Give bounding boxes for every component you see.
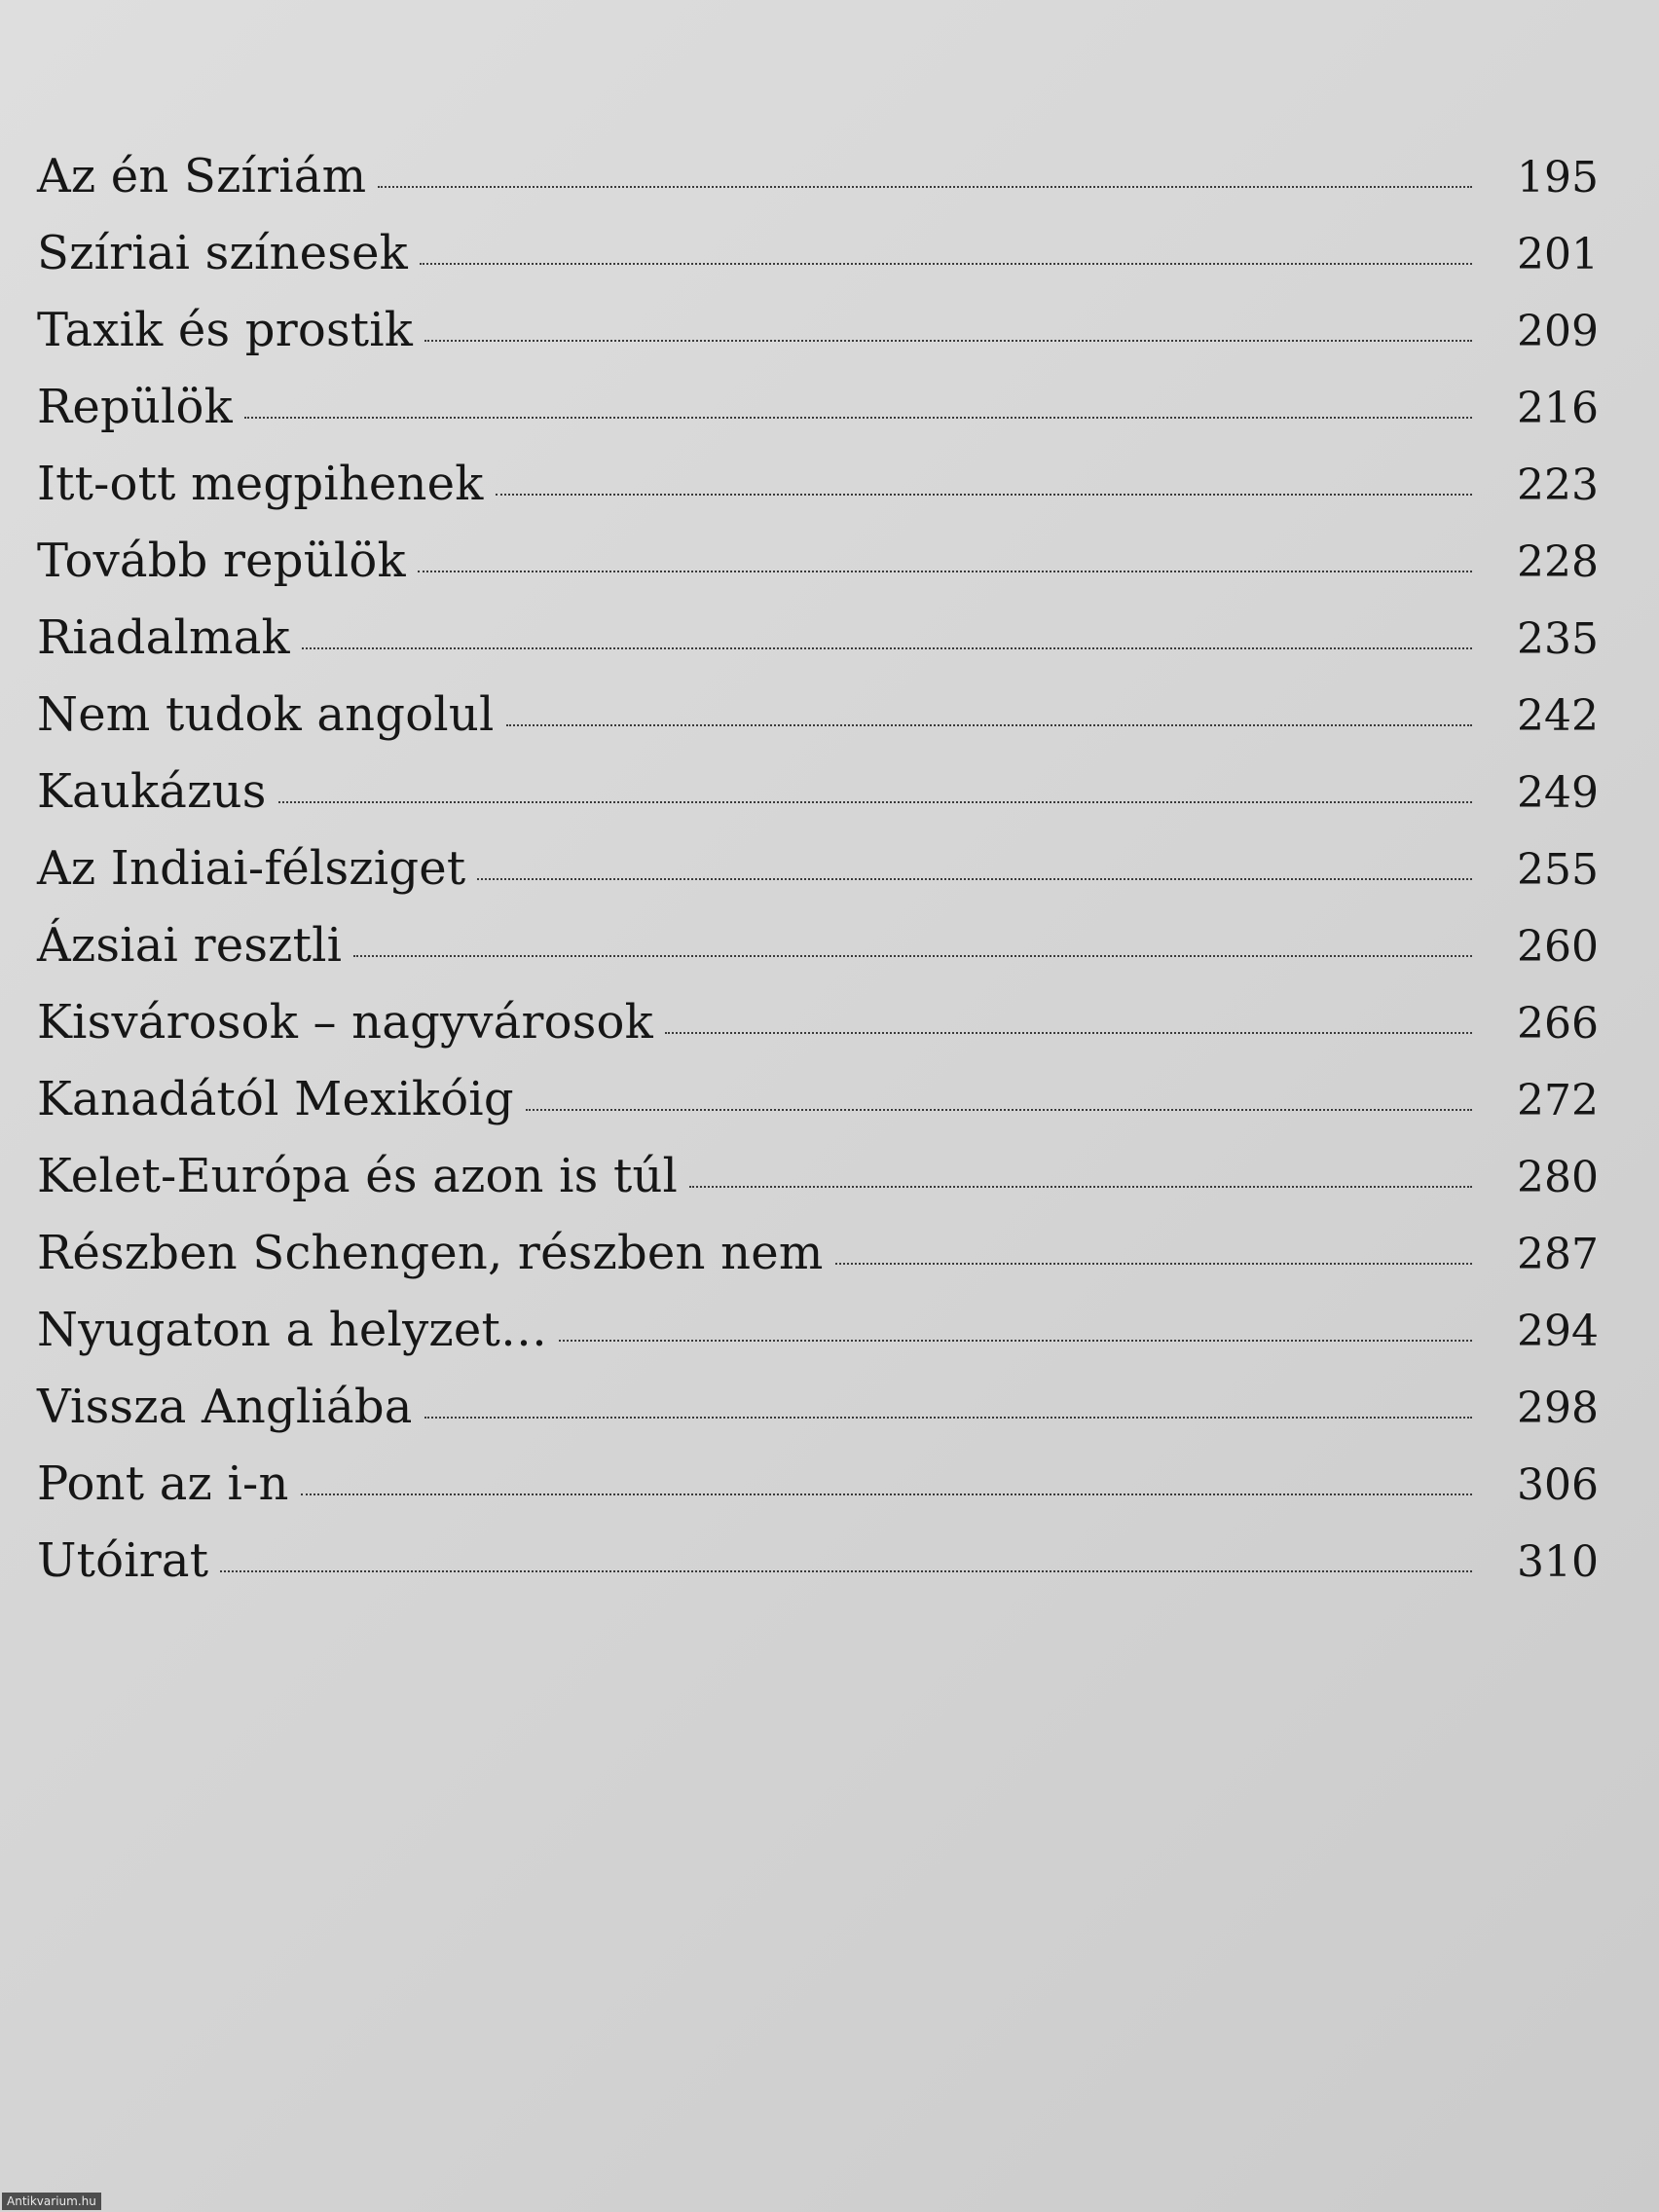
- toc-entry-title: Itt-ott megpihenek: [37, 457, 484, 511]
- dot-leader: [418, 571, 1472, 572]
- dot-leader: [301, 1493, 1472, 1495]
- toc-entry-title: Kanadától Mexikóig: [37, 1072, 514, 1126]
- dot-leader: [477, 878, 1472, 880]
- toc-entry-title: Kisvárosok – nagyvárosok: [37, 995, 653, 1050]
- toc-entry-page-number: 242: [1517, 691, 1599, 741]
- toc-entry-page-number: 280: [1517, 1153, 1599, 1202]
- toc-entry-title: Vissza Angliába: [37, 1380, 413, 1434]
- toc-entry: [37, 907, 1599, 984]
- dot-leader: [526, 1109, 1472, 1111]
- dot-leader: [496, 494, 1472, 496]
- toc-entry-page-number: 294: [1517, 1307, 1599, 1356]
- dot-leader: [278, 801, 1472, 803]
- toc-entry-page-number: 228: [1517, 537, 1599, 587]
- toc-entry-page-number: 287: [1517, 1230, 1599, 1279]
- toc-entry-title: Nyugaton a helyzet…: [37, 1303, 548, 1357]
- toc-entry: [37, 292, 1599, 369]
- toc-entry-title: Az Indiai-félsziget: [37, 841, 466, 896]
- dot-leader: [424, 340, 1472, 342]
- dot-leader: [835, 1263, 1472, 1265]
- toc-entry-page-number: 201: [1517, 230, 1599, 279]
- toc-entry-title: Kaukázus: [37, 764, 267, 819]
- dot-leader: [665, 1032, 1472, 1034]
- toc-entry: [37, 754, 1599, 830]
- toc-entry: [37, 1369, 1599, 1446]
- toc-entry-title: Kelet-Európa és azon is túl: [37, 1149, 679, 1203]
- toc-entry: [37, 215, 1599, 292]
- toc-entry: [37, 984, 1599, 1061]
- toc-entry-page-number: 209: [1517, 307, 1599, 356]
- toc-entry-page-number: 235: [1517, 614, 1599, 664]
- toc-entry-page-number: 249: [1517, 768, 1599, 818]
- toc-entry: [37, 138, 1599, 215]
- toc-entry: [37, 1138, 1599, 1215]
- toc-entry-page-number: 260: [1517, 922, 1599, 972]
- toc-entry-title: Tovább repülök: [37, 534, 406, 588]
- toc-entry: [37, 1446, 1599, 1523]
- toc-entry-title: Riadalmak: [37, 610, 290, 665]
- toc-entry-page-number: 310: [1517, 1537, 1599, 1587]
- dot-leader: [559, 1340, 1472, 1342]
- toc-entry-page-number: 298: [1517, 1383, 1599, 1433]
- toc-entry-title: Pont az i-n: [37, 1456, 289, 1511]
- toc-entry-title: Szíriai színesek: [37, 226, 408, 280]
- toc-entry-page-number: 306: [1517, 1460, 1599, 1510]
- toc-entry-page-number: 223: [1517, 461, 1599, 510]
- toc-entry: [37, 1061, 1599, 1138]
- toc-entry-page-number: 266: [1517, 999, 1599, 1049]
- toc-entry-page-number: 216: [1517, 384, 1599, 433]
- dot-leader: [506, 724, 1472, 726]
- toc-entry: [37, 600, 1599, 677]
- toc-entry: [37, 1523, 1599, 1600]
- toc-entry: [37, 830, 1599, 907]
- toc-entry-title: Ázsiai resztli: [37, 918, 343, 973]
- toc-entry: [37, 1215, 1599, 1292]
- toc-entry-page-number: 255: [1517, 845, 1599, 895]
- toc-entry: [37, 446, 1599, 523]
- toc-entry-page-number: 195: [1517, 153, 1599, 203]
- table-of-contents: [37, 138, 1599, 1600]
- toc-entry-title: Az én Szíriám: [37, 149, 367, 203]
- toc-entry-title: Nem tudok angolul: [37, 687, 495, 742]
- dot-leader: [378, 186, 1472, 188]
- toc-entry-title: Repülök: [37, 380, 233, 434]
- toc-entry: [37, 369, 1599, 446]
- toc-entry-title: Részben Schengen, részben nem: [37, 1226, 824, 1280]
- dot-leader: [353, 955, 1472, 957]
- dot-leader: [424, 1417, 1472, 1419]
- toc-entry-title: Utóirat: [37, 1533, 209, 1588]
- toc-entry: [37, 1292, 1599, 1369]
- toc-entry-page-number: 272: [1517, 1076, 1599, 1125]
- toc-entry-title: Taxik és prostik: [37, 303, 414, 357]
- dot-leader: [220, 1570, 1472, 1572]
- dot-leader: [302, 647, 1472, 649]
- dot-leader: [244, 417, 1472, 419]
- dot-leader: [689, 1186, 1472, 1188]
- dot-leader: [420, 263, 1472, 265]
- watermark: Antikvarium.hu: [2, 2193, 101, 2210]
- toc-entry: [37, 677, 1599, 754]
- toc-entry: [37, 523, 1599, 600]
